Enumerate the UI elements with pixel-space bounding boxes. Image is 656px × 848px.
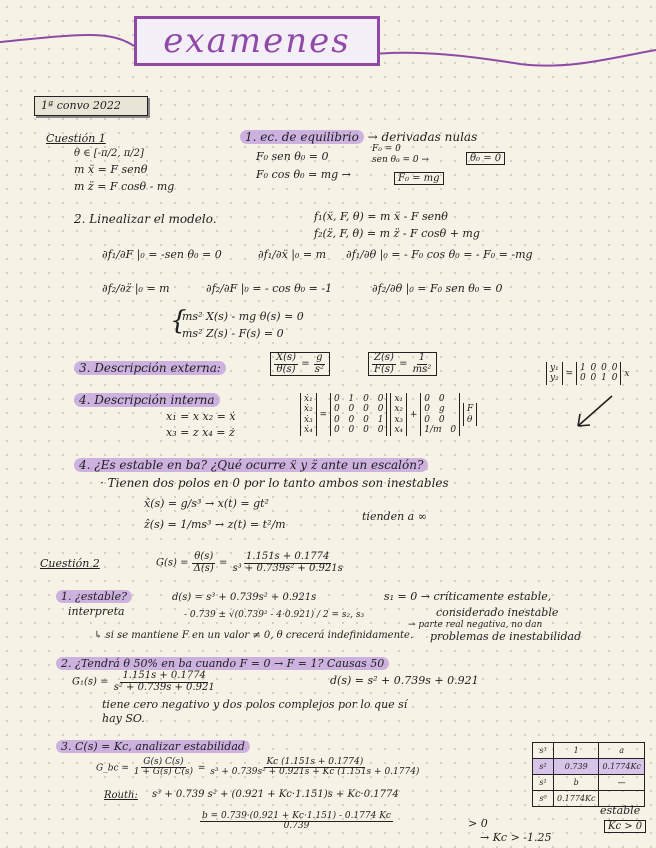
s2-d2: ∂f₁/∂ẍ |₀ = m	[258, 248, 327, 261]
q1-heading: Cuestión 1	[46, 132, 106, 145]
s5-label: 4. ¿Es estable en ba? ¿Qué ocurre ẍ y z̈ ante un escalón?	[74, 458, 428, 472]
eq-z: m z̈ = F cosθ - mg	[74, 180, 175, 193]
p1-note-real: → parte real negativa, no dan	[408, 620, 543, 630]
tf1-box: $\frac{X(s)}{\theta(s)}$ = $\frac{g}{\text{s²}}$	[270, 352, 330, 376]
p3-b: $\frac{b = 0.739\cdot(0.921 + Kc\cdot 1.151) - 0.1774 Kc}{0.739}$	[202, 811, 391, 832]
arrow-icon	[570, 392, 620, 432]
p3-kc-result: → Kc > -1.25	[480, 831, 552, 844]
y-vector: y₁ y₂	[546, 362, 563, 385]
p1-interp: interpreta	[68, 605, 125, 618]
s2-d5: ∂f₂/∂F |₀ = - cos θ₀ = -1	[206, 282, 333, 295]
p3-gt0: > 0	[468, 817, 488, 830]
c-matrix: 1 0 0 0 0 0 1 0	[576, 362, 622, 385]
p2-g1: G₁(s) = $\frac{1.151s + 0.1774}{\text{s² + 0.739s + 0.921}}$	[72, 670, 215, 693]
x-vector: x₁ x₂ x₃ x₄	[390, 393, 407, 436]
p1-quad: - 0.739 ± √(0.739² - 4·0.921) / 2 = s₂, s₃	[184, 610, 365, 620]
s1-arrow: → derivadas nulas	[367, 130, 478, 144]
s4-label-wrap	[74, 393, 220, 407]
p3-routh-label: Routh:	[104, 790, 138, 801]
s2-f1: f₁(ẍ, F, θ) = m ẍ - F senθ	[314, 210, 448, 223]
s1-brace-bottom: sen θ₀ = 0 →	[372, 155, 430, 165]
routh-row: s⁰ 0.1774Kc	[533, 791, 645, 807]
p2-label-wrap	[56, 657, 389, 670]
s1-row	[240, 130, 477, 144]
s4-vars2: x₃ = z x₄ = ż	[166, 426, 235, 439]
s2-f2: f₂(z̈, F, θ) = m z̈ - F cosθ + mg	[314, 227, 480, 240]
u-vector: F θ	[463, 403, 477, 426]
p2-label: 2. ¿Tendrá θ 50% en ba cuando F = 0 → F = 1? Causas 50	[56, 657, 389, 670]
s5-line1: · Tienen dos polos en 0 por lo tanto ambos son inestables	[100, 476, 449, 490]
p1-root0: s₁ = 0 → críticamente estable,	[384, 590, 552, 603]
p1-arrow-note: ↳ si se mantiene F en un valor ≠ 0, θ crecerá indefinidamente.	[94, 630, 414, 641]
s3-label-wrap	[74, 361, 226, 375]
routh-row: s³ 1 a	[533, 743, 645, 759]
page-title: examenes	[134, 16, 380, 66]
s2-d3: ∂f₁/∂θ |₀ = - F₀ cos θ₀ = - F₀ = -mg	[346, 248, 533, 261]
p3-label-wrap	[56, 740, 250, 753]
p1-note-prob: problemas de inestabilidad	[430, 630, 582, 643]
s1-label: 1. ec. de equilibrio	[240, 130, 364, 144]
s2-lap2: ms² Z(s) - F(s) = 0	[182, 327, 284, 340]
routh-row: s² 0.739 0.1774Kc	[533, 759, 645, 775]
s2-d1: ∂f₁/∂F |₀ = -sen θ₀ = 0	[102, 248, 222, 261]
s3-label: 3. Descripción externa:	[74, 361, 226, 375]
s2-label: 2. Linealizar el modelo.	[74, 212, 217, 226]
q2-g: G(s) = $\frac{\theta(s)}{\Delta(s)}$ = $\frac{1.151s + 0.1774}{\text{s³ + 0.739s² + 0.921s}}$	[156, 551, 343, 574]
tf2-box: $\frac{Z(s)}{F(s)}$ = $\frac{1}{\text{ms²}}$	[368, 352, 437, 376]
p2-ds: d(s) = s² + 0.739s + 0.921	[330, 674, 479, 687]
routh-estable: estable	[600, 804, 641, 817]
eq-x: m ẍ = F senθ	[74, 163, 148, 176]
p1-label-wrap	[56, 590, 132, 603]
xdot-vector: ẋ₁ ẋ₂ ẋ₃ ẋ₄	[300, 393, 317, 436]
p3-routh-poly: s³ + 0.739 s² + (0.921 + Kc·1.151)s + Kc·0.1774	[152, 789, 399, 800]
s2-d4: ∂f₂/∂z̈ |₀ = m	[102, 282, 170, 295]
s2-lap1: ms² X(s) - mg θ(s) = 0	[182, 310, 304, 323]
a-matrix: 0 1 0 0 0 0 0 0 0 0 0 1 0 0 0 0	[330, 393, 388, 436]
routh-row: s¹ b —	[533, 775, 645, 791]
s4-label: 4. Descripción interna	[74, 393, 220, 407]
output-eq: y₁ y₂ = 1 0 0 0 0 0 1 0 x	[546, 362, 629, 385]
b-matrix: 0 0 0 g 0 0 1/m 0	[420, 393, 460, 436]
p1-considered: considerado inestable	[436, 606, 559, 619]
s1-boxed-f: F₀ = mg	[394, 172, 444, 185]
p3-label: 3. C(s) = Kc, analizar estabilidad	[56, 740, 250, 753]
state-eq: ẋ₁ ẋ₂ ẋ₃ ẋ₄ = 0 1 0 0 0 0 0 0 0 0 0 1 0 0 0 0 x₁ x₂ x₃ x₄ + 0 0 0 g 0 0 1/m 0 F θ	[300, 393, 477, 436]
p1-label: 1. ¿estable?	[56, 590, 132, 603]
p2-line2: hay SO.	[102, 712, 145, 725]
s5-label-wrap	[74, 458, 428, 472]
theta-range: θ ∈ [-π/2, π/2]	[74, 148, 144, 159]
p1-ds: d(s) = s³ + 0.739s² + 0.921s	[172, 592, 317, 603]
s1-line1: F₀ sen θ₀ = 0	[256, 150, 329, 163]
s1-boxed-theta: θ₀ = 0	[466, 152, 505, 165]
routh-kc-box: Kc > 0	[604, 820, 646, 833]
q2-heading: Cuestión 2	[40, 557, 100, 570]
s1-brace-top: F₀ = 0	[372, 144, 401, 154]
p2-line1: tiene cero negativo y dos polos complejos por lo que sí	[102, 698, 408, 711]
lap-brace: {	[170, 306, 187, 336]
exam-label: 1ª convo 2022	[34, 96, 148, 116]
s2-d6: ∂f₂/∂θ |₀ = F₀ sen θ₀ = 0	[372, 282, 503, 295]
s1-line2: F₀ cos θ₀ = mg →	[256, 168, 351, 181]
p3-gbc: G_bc = $\frac{G(s) C(s)}{1 + G(s) C(s)}$ = $\frac{Kc (1.151s + 0.1774)}{\text{s³ + 0.739s² + 0.921s + Kc (1.151s + 0.1774)}}$	[96, 757, 420, 778]
s4-vars1: x₁ = x x₂ = ẋ	[166, 410, 236, 423]
s5-z-eq: ẑ(s) = 1/ms³ → z(t) = t²/m	[144, 518, 286, 531]
s5-tend: tienden a ∞	[362, 510, 427, 523]
s5-x-eq: x̂(s) = g/s³ → x(t) = gt²	[144, 497, 269, 510]
routh-table	[532, 742, 645, 807]
